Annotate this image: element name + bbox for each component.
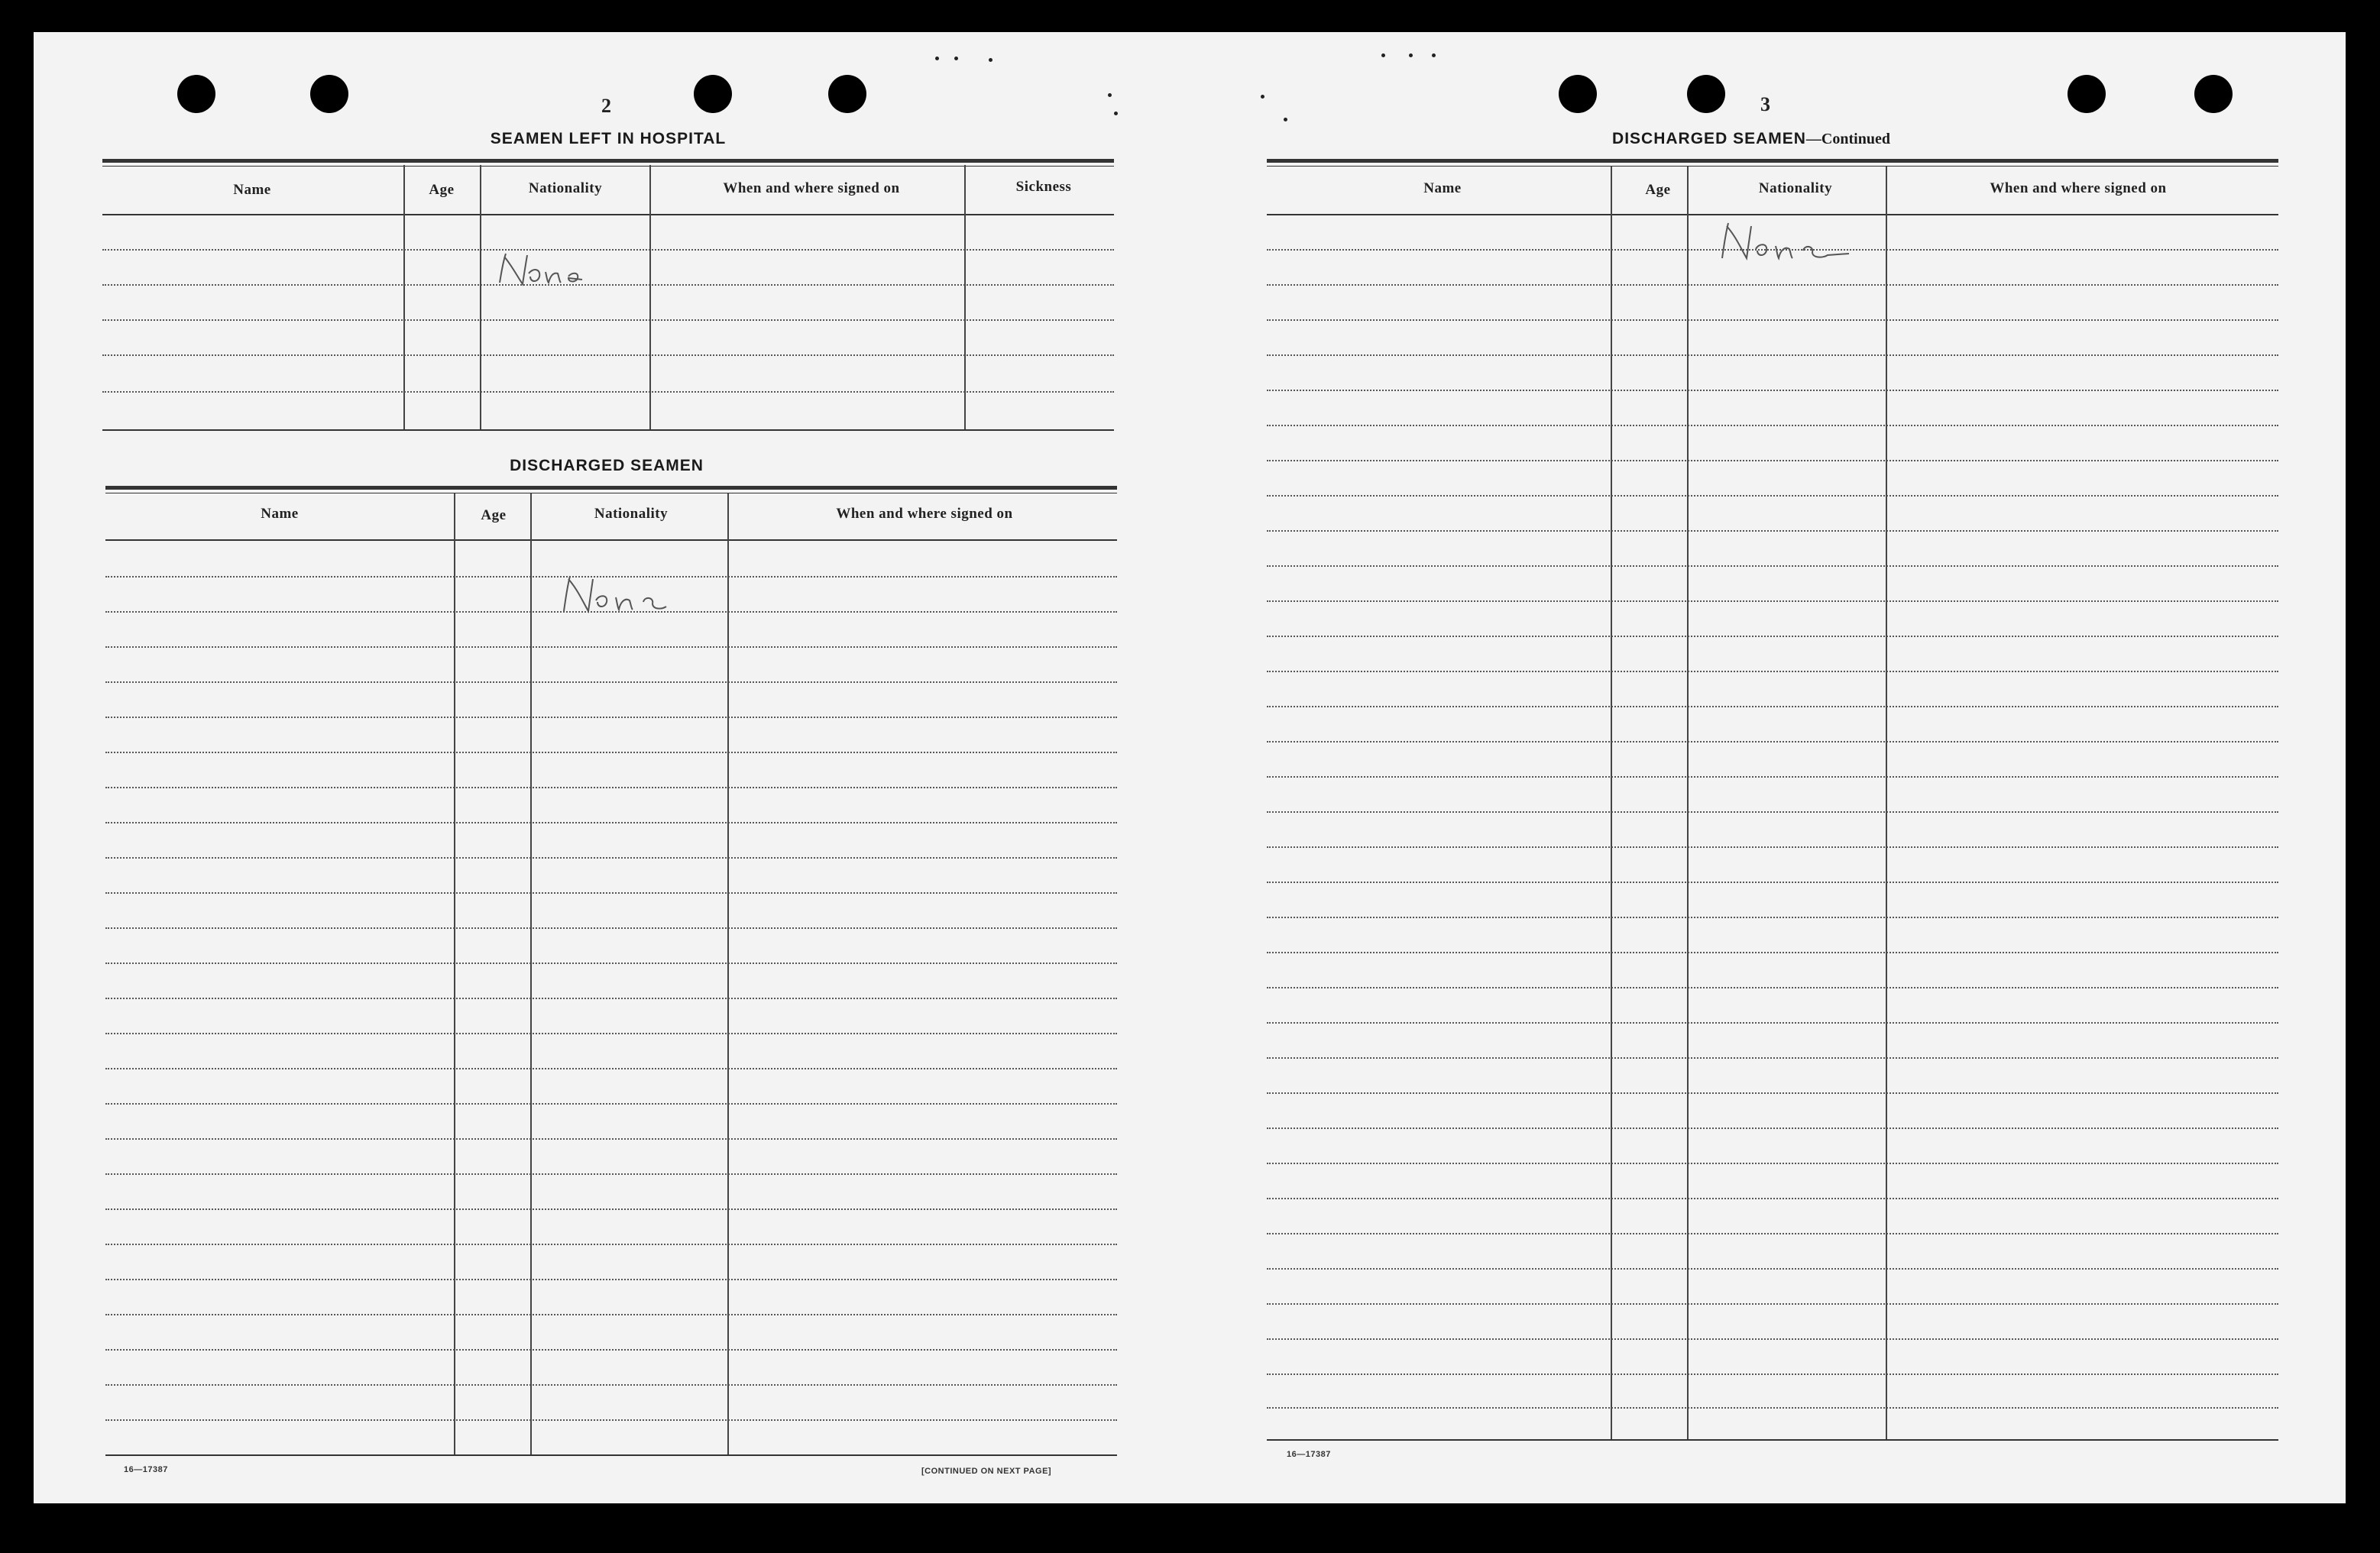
table-row — [1267, 741, 2278, 743]
table-row — [102, 354, 1114, 356]
table-row — [1267, 952, 2278, 953]
table-row — [1267, 1407, 2278, 1409]
column-header-signed-on: When and where signed on — [1990, 180, 2167, 196]
scan-speck — [989, 58, 992, 62]
table-row — [1267, 1338, 2278, 1340]
table-row — [1267, 600, 2278, 602]
table-row — [105, 1208, 1117, 1210]
table-row — [105, 857, 1117, 859]
table-bottom-rule — [102, 429, 1114, 431]
table-row — [105, 752, 1117, 753]
column-header-age: Age — [481, 507, 507, 523]
hospital-section-title: SEAMEN LEFT IN HOSPITAL — [490, 130, 727, 147]
table-row — [1267, 671, 2278, 672]
column-header-nationality: Nationality — [594, 506, 669, 522]
table-row — [1267, 530, 2278, 532]
table-row — [105, 998, 1117, 999]
table-row — [105, 927, 1117, 929]
table-row — [105, 1068, 1117, 1069]
column-header-name: Name — [261, 506, 299, 522]
table-row — [105, 1349, 1117, 1351]
column-header-signed-on: When and where signed on — [836, 506, 1013, 522]
table-row — [105, 892, 1117, 894]
column-header-sickness: Sickness — [1015, 179, 1072, 195]
form-number: 16—17387 — [124, 1465, 168, 1474]
table-row — [1267, 846, 2278, 848]
table-row — [1267, 354, 2278, 356]
table-row — [105, 1103, 1117, 1105]
table-row — [1267, 1057, 2278, 1059]
table-row — [1267, 319, 2278, 321]
header-rule — [105, 539, 1117, 541]
header-rule — [102, 214, 1114, 215]
scan-speck — [1108, 93, 1112, 97]
table-row — [105, 681, 1117, 683]
table-row — [105, 1173, 1117, 1175]
table-row — [1267, 495, 2278, 497]
column-divider — [727, 493, 729, 1456]
discharged-section-title: DISCHARGED SEAMEN — [510, 457, 704, 474]
table-top-rule — [102, 159, 1114, 163]
table-row — [1267, 1022, 2278, 1024]
table-row — [1267, 987, 2278, 988]
punch-hole — [2194, 75, 2233, 113]
section-title-suffix: —Continued — [1805, 131, 1890, 147]
table-top-rule — [105, 486, 1117, 490]
punch-hole — [310, 75, 348, 113]
table-row — [1267, 636, 2278, 637]
table-row — [102, 391, 1114, 393]
page-number: 3 — [1760, 93, 1770, 115]
table-row — [1267, 1198, 2278, 1199]
table-row — [1267, 706, 2278, 707]
table-row — [105, 1138, 1117, 1140]
table-top-rule-thin — [1267, 166, 2278, 167]
section-title-main: DISCHARGED SEAMEN — [1612, 130, 1806, 147]
punch-hole — [177, 75, 215, 113]
handwritten-none-signature — [1711, 214, 1864, 267]
table-row — [105, 717, 1117, 718]
table-row — [1267, 425, 2278, 426]
column-divider — [964, 165, 966, 429]
scan-speck — [935, 57, 939, 60]
punch-hole — [1687, 75, 1725, 113]
column-divider — [403, 165, 405, 429]
scan-speck — [954, 57, 958, 60]
column-header-name: Name — [233, 182, 271, 198]
column-divider — [1611, 167, 1612, 1439]
form-number: 16—17387 — [1287, 1450, 1331, 1459]
table-row — [102, 319, 1114, 321]
table-row — [1267, 776, 2278, 778]
table-row — [1267, 1268, 2278, 1270]
table-row — [1267, 811, 2278, 813]
table-row — [105, 1419, 1117, 1421]
table-row — [105, 1279, 1117, 1280]
table-row — [105, 787, 1117, 788]
scan-speck — [1432, 53, 1436, 57]
table-bottom-rule — [1267, 1439, 2278, 1441]
column-divider — [454, 493, 455, 1456]
table-row — [1267, 1373, 2278, 1375]
table-row — [1267, 1163, 2278, 1164]
scanned-form-sheet — [34, 32, 2346, 1503]
column-header-nationality: Nationality — [528, 180, 603, 196]
scan-speck — [1409, 53, 1413, 57]
table-row — [1267, 917, 2278, 918]
table-top-rule-thin — [102, 166, 1114, 167]
table-row — [1267, 882, 2278, 883]
table-row — [1267, 1233, 2278, 1234]
table-row — [105, 1314, 1117, 1315]
column-divider — [649, 165, 651, 429]
column-divider — [1886, 167, 1887, 1439]
scan-speck — [1284, 118, 1287, 121]
column-divider — [530, 493, 532, 1456]
punch-hole — [828, 75, 866, 113]
table-row — [1267, 284, 2278, 286]
table-bottom-rule — [105, 1454, 1117, 1456]
punch-hole — [694, 75, 732, 113]
column-header-signed-on: When and where signed on — [723, 180, 900, 196]
column-header-age: Age — [1645, 182, 1671, 198]
table-row — [1267, 460, 2278, 461]
column-header-name: Name — [1423, 180, 1462, 196]
page-number: 2 — [601, 95, 611, 117]
discharged-continued-title — [1612, 130, 1890, 148]
punch-hole — [1559, 75, 1597, 113]
table-row — [105, 822, 1117, 823]
handwritten-none-signature — [492, 243, 630, 296]
table-row — [1267, 390, 2278, 391]
scan-speck — [1114, 112, 1118, 115]
table-row — [105, 1384, 1117, 1386]
handwritten-none-signature — [555, 567, 700, 620]
scan-speck — [1381, 53, 1385, 57]
table-row — [1267, 1128, 2278, 1129]
table-row — [105, 646, 1117, 648]
table-row — [105, 963, 1117, 964]
table-row — [1267, 1303, 2278, 1305]
column-header-nationality: Nationality — [1758, 180, 1833, 196]
table-row — [105, 1244, 1117, 1245]
column-header-age: Age — [429, 182, 455, 198]
scan-speck — [1261, 95, 1264, 99]
punch-hole — [2068, 75, 2106, 113]
table-row — [1267, 1092, 2278, 1094]
column-divider — [1687, 167, 1689, 1439]
column-divider — [480, 165, 481, 429]
continued-note: [CONTINUED ON NEXT PAGE] — [921, 1467, 1052, 1476]
table-row — [1267, 565, 2278, 567]
table-row — [105, 1033, 1117, 1034]
table-top-rule — [1267, 159, 2278, 163]
